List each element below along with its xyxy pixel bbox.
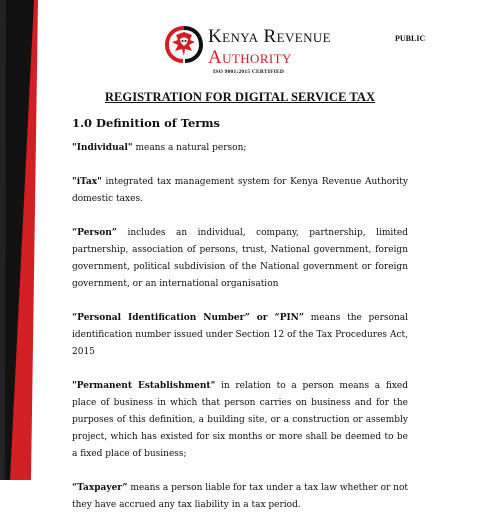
definition-term: "Individual" — [72, 143, 133, 153]
definition-term: “Person” — [72, 228, 117, 238]
kra-lion-emblem-icon — [162, 22, 206, 66]
definition-text: means a person liable for tax under a tax law whether or not they have accrued any tax liability in a tax period. — [72, 483, 408, 510]
definition-text: means a natural person; — [132, 143, 247, 153]
org-name-line2: Authority — [208, 47, 292, 68]
definition-itax — [72, 174, 408, 208]
definition-text: means the personal identification number issued under Section 12 of the Tax Procedures Act, 2015 — [72, 313, 408, 357]
org-name-line1: Kenya Revenue — [208, 26, 331, 47]
iso-certification: ISO 9001:2015 CERTIFIED — [213, 69, 285, 75]
definition-term: “Personal Identification Number” or “PIN” — [72, 313, 305, 323]
definition-pin — [72, 310, 408, 361]
letterhead — [0, 0, 480, 86]
definition-text: includes an individual, company, partnership, limited partnership, association of persons, trust, National government, foreign government, political subdivision of the National government or foreign government, or an international organisation — [72, 228, 408, 289]
definition-individual — [72, 140, 408, 157]
definition-term: "Permanent Establishment" — [72, 381, 216, 391]
definition-text: in relation to a person means a fixed place of business in which that person carries on business and for the purposes of this definition, a building site, or a construction or assembly project, which has existed for six months or more shall be deemed to be a fixed place of business; — [72, 381, 409, 459]
definition-term: "iTax" — [72, 177, 102, 187]
definition-term: “Taxpayer” — [72, 483, 128, 493]
classification-label: PUBLIC — [395, 34, 426, 43]
definition-taxpayer — [72, 480, 408, 514]
section-heading: 1.0 Definition of Terms — [72, 116, 220, 130]
definition-person — [72, 225, 408, 293]
document-title: REGISTRATION FOR DIGITAL SERVICE TAX — [104, 90, 376, 104]
definition-permanent-establishment — [72, 378, 408, 463]
definitions-list — [72, 140, 408, 531]
definition-text: integrated tax management system for Kenya Revenue Authority domestic taxes. — [72, 177, 408, 204]
